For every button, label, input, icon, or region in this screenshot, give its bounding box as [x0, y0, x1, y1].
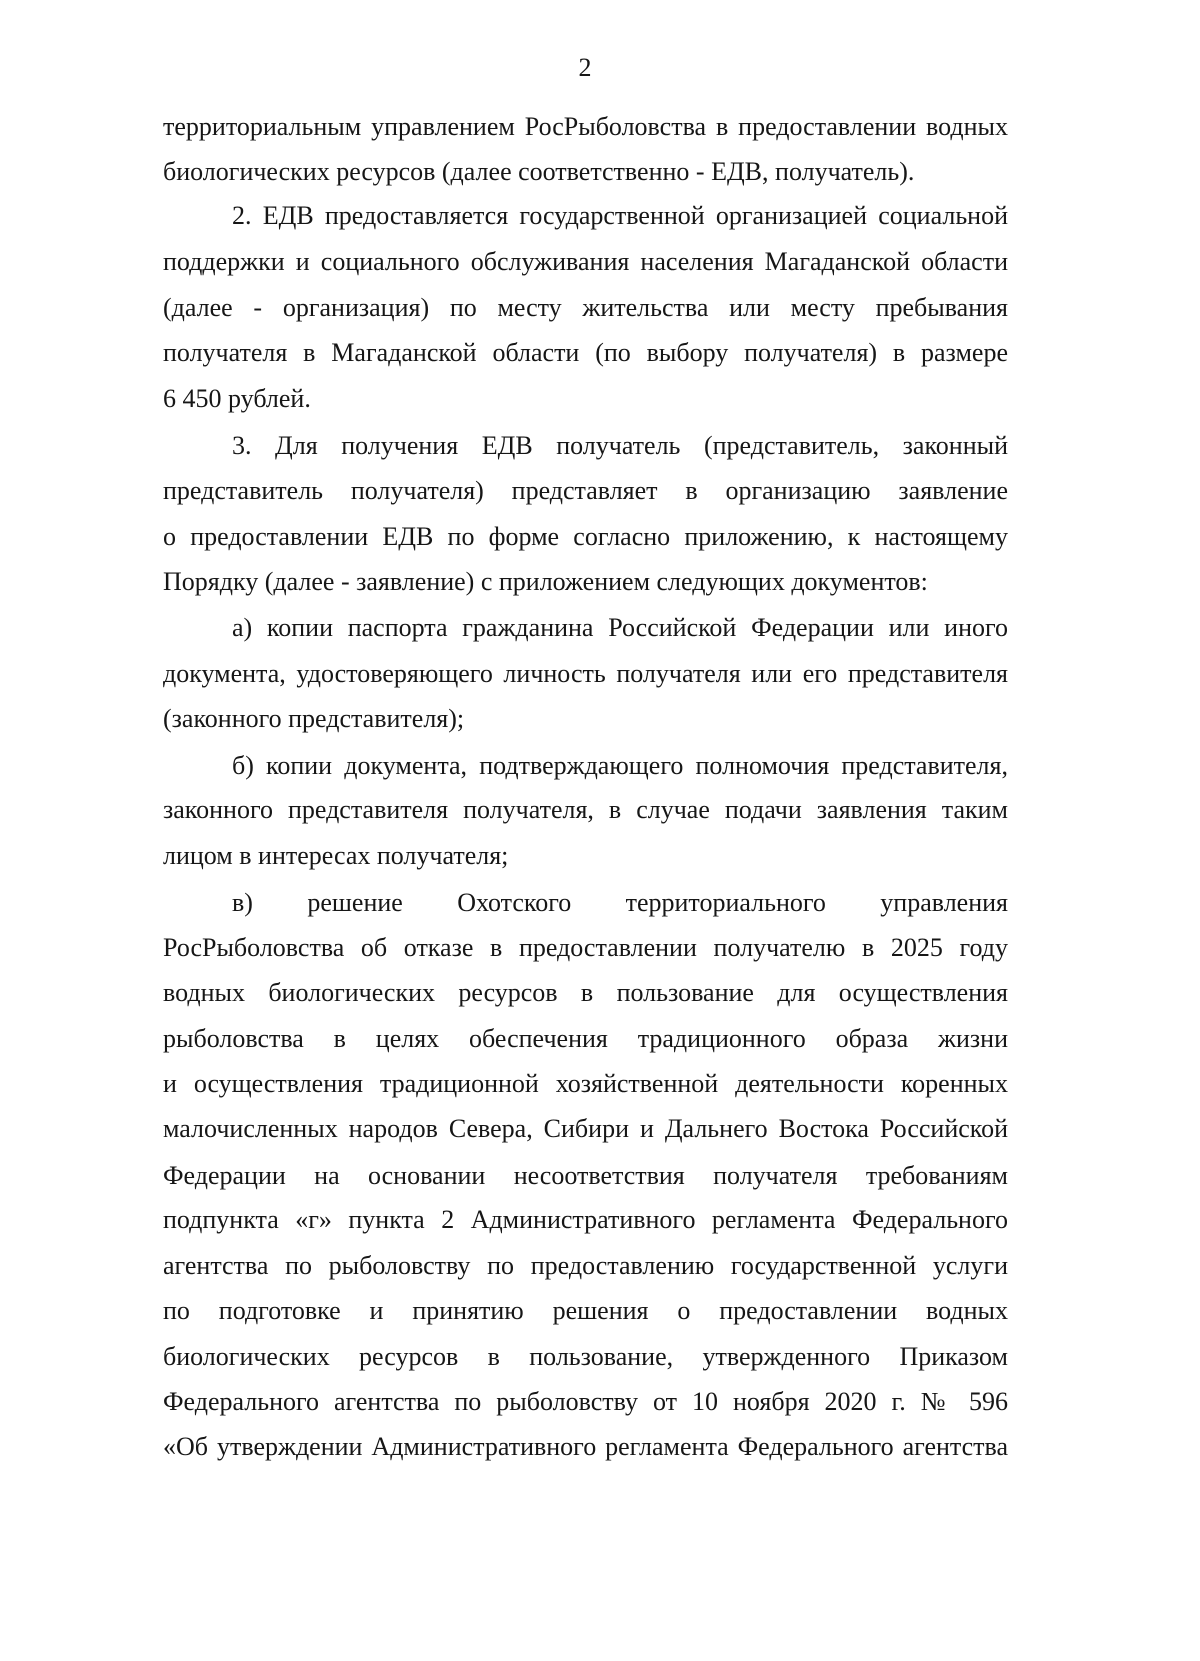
page-number: 2: [578, 53, 592, 82]
text-line: территориальным управлением РосРыболовства в предоставлении водных: [163, 112, 1008, 141]
text-line: РосРыболовства об отказе в предоставлении получателю в 2025 году: [163, 933, 1008, 962]
text-line: (далее - организация) по месту жительства или месту пребывания: [163, 293, 1008, 322]
text-line: Порядку (далее - заявление) с приложением следующих документов:: [163, 567, 928, 596]
text-line: по подготовке и принятию решения о предоставлении водных: [163, 1296, 1008, 1325]
text-line: водных биологических ресурсов в пользование для осуществления: [163, 978, 1008, 1007]
text-line: «Об утверждении Административного регламента Федерального агентства: [163, 1432, 1008, 1461]
text-line: биологических ресурсов (далее соответственно - ЕДВ, получатель).: [163, 157, 915, 186]
text-line: получателя в Магаданской области (по выбору получателя) в размере: [163, 338, 1008, 367]
text-line: Федерации на основании несоответствия получателя требованиям: [163, 1161, 1008, 1190]
text-line: представитель получателя) представляет в организацию заявление: [163, 476, 1008, 505]
text-line: агентства по рыболовству по предоставлению государственной услуги: [163, 1251, 1008, 1280]
text-line: 2. ЕДВ предоставляется государственной организацией социальной: [232, 201, 1008, 230]
text-line: законного представителя получателя, в случае подачи заявления таким: [163, 795, 1008, 824]
text-line: документа, удостоверяющего личность получателя или его представителя: [163, 659, 1008, 688]
text-line: биологических ресурсов в пользование, утвержденного Приказом: [163, 1342, 1008, 1371]
text-line: Федерального агентства по рыболовству от 10 ноября 2020 г. № 596: [163, 1387, 1008, 1416]
text-line: в) решение Охотского территориального управления: [232, 888, 1008, 917]
text-line: подпункта «г» пункта 2 Административного регламента Федерального: [163, 1205, 1008, 1234]
text-line: малочисленных народов Севера, Сибири и Дальнего Востока Российской: [163, 1114, 1008, 1143]
text-line: 3. Для получения ЕДВ получатель (представитель, законный: [232, 431, 1008, 460]
text-line: о предоставлении ЕДВ по форме согласно приложению, к настоящему: [163, 522, 1008, 551]
text-line: б) копии документа, подтверждающего полномочия представителя,: [232, 751, 1008, 780]
text-line: поддержки и социального обслуживания населения Магаданской области: [163, 247, 1008, 276]
text-line: и осуществления традиционной хозяйственной деятельности коренных: [163, 1069, 1008, 1098]
text-line: 6 450 рублей.: [163, 384, 311, 413]
text-line: а) копии паспорта гражданина Российской Федерации или иного: [232, 613, 1008, 642]
text-line: лицом в интересах получателя;: [163, 841, 509, 870]
text-line: рыболовства в целях обеспечения традиционного образа жизни: [163, 1024, 1008, 1053]
text-line: (законного представителя);: [163, 704, 465, 733]
